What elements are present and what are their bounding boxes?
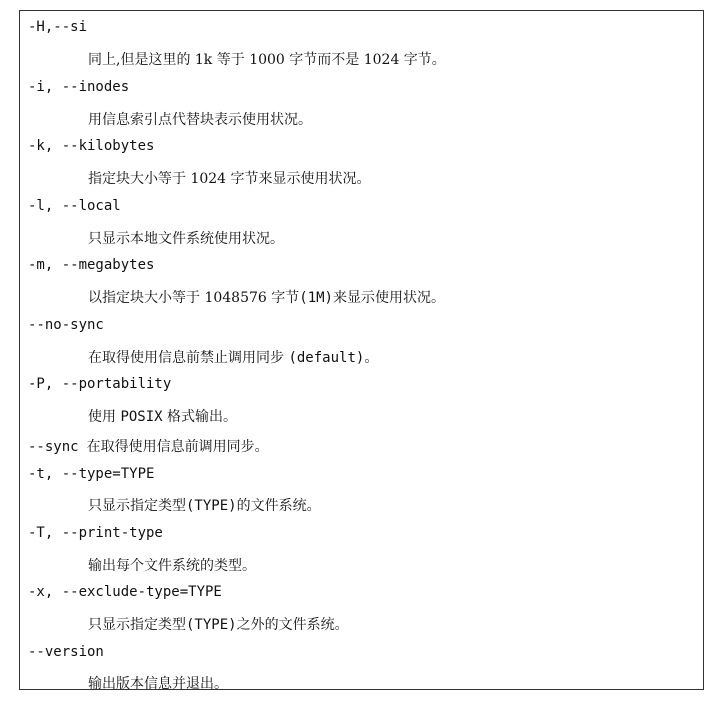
option-no-sync: --no-sync — [28, 317, 104, 333]
desc-text-b: 来显示使用状况。 — [332, 290, 445, 306]
option-kilobytes-description: 指定块大小等于 1024 字节来显示使用状况。 — [88, 171, 371, 187]
desc-text-a: 在取得使用信息前禁止调用同步 — [88, 350, 289, 366]
option-portability: -P, --portability — [28, 376, 172, 392]
options-table-box — [19, 10, 704, 690]
desc-code: (default) — [288, 350, 365, 366]
option-type: -t, --type=TYPE — [28, 466, 155, 482]
desc-text-b: 的文件系统。 — [236, 498, 321, 514]
option-si-description: 同上,但是这里的 1k 等于 1000 字节而不是 1024 字节。 — [88, 52, 446, 68]
option-local-description: 只显示本地文件系统使用状况。 — [88, 231, 284, 247]
option-inodes: -i, --inodes — [28, 79, 130, 95]
option-si: -H,--si — [28, 19, 88, 35]
desc-text-b: 之外的文件系统。 — [236, 617, 349, 633]
option-print-type: -T, --print-type — [28, 525, 163, 541]
option-sync-row — [20, 436, 269, 456]
desc-text-b: 格式输出。 — [162, 409, 238, 425]
desc-text-b: 。 — [364, 350, 379, 366]
option-portability-description — [20, 406, 237, 426]
desc-text-a: 使用 — [88, 409, 121, 425]
option-version: --version — [28, 644, 104, 660]
option-sync-description: 在取得使用信息前调用同步。 — [86, 439, 269, 455]
desc-code: (1M) — [299, 290, 333, 306]
option-sync: --sync — [28, 439, 79, 455]
option-print-type-description: 输出每个文件系统的类型。 — [88, 558, 256, 574]
option-exclude-type-description — [20, 614, 349, 634]
option-exclude-type: -x, --exclude-type=TYPE — [28, 584, 222, 600]
option-megabytes-description — [20, 287, 445, 307]
desc-text-a: 只显示指定类型 — [88, 617, 186, 633]
option-megabytes: -m, --megabytes — [28, 257, 155, 273]
desc-text-a: 以指定块大小等于 1048576 字节 — [88, 290, 300, 306]
desc-text-a: 只显示指定类型 — [88, 498, 186, 514]
option-kilobytes: -k, --kilobytes — [28, 138, 155, 154]
option-no-sync-description — [20, 347, 378, 367]
desc-code: (TYPE) — [186, 617, 237, 633]
option-inodes-description: 用信息索引点代替块表示使用状况。 — [88, 112, 312, 128]
option-version-description: 输出版本信息并退出。 — [88, 676, 228, 692]
option-local: -l, --local — [28, 198, 121, 214]
desc-code: POSIX — [120, 409, 163, 425]
option-type-description — [20, 495, 321, 515]
desc-code: (TYPE) — [186, 498, 237, 514]
